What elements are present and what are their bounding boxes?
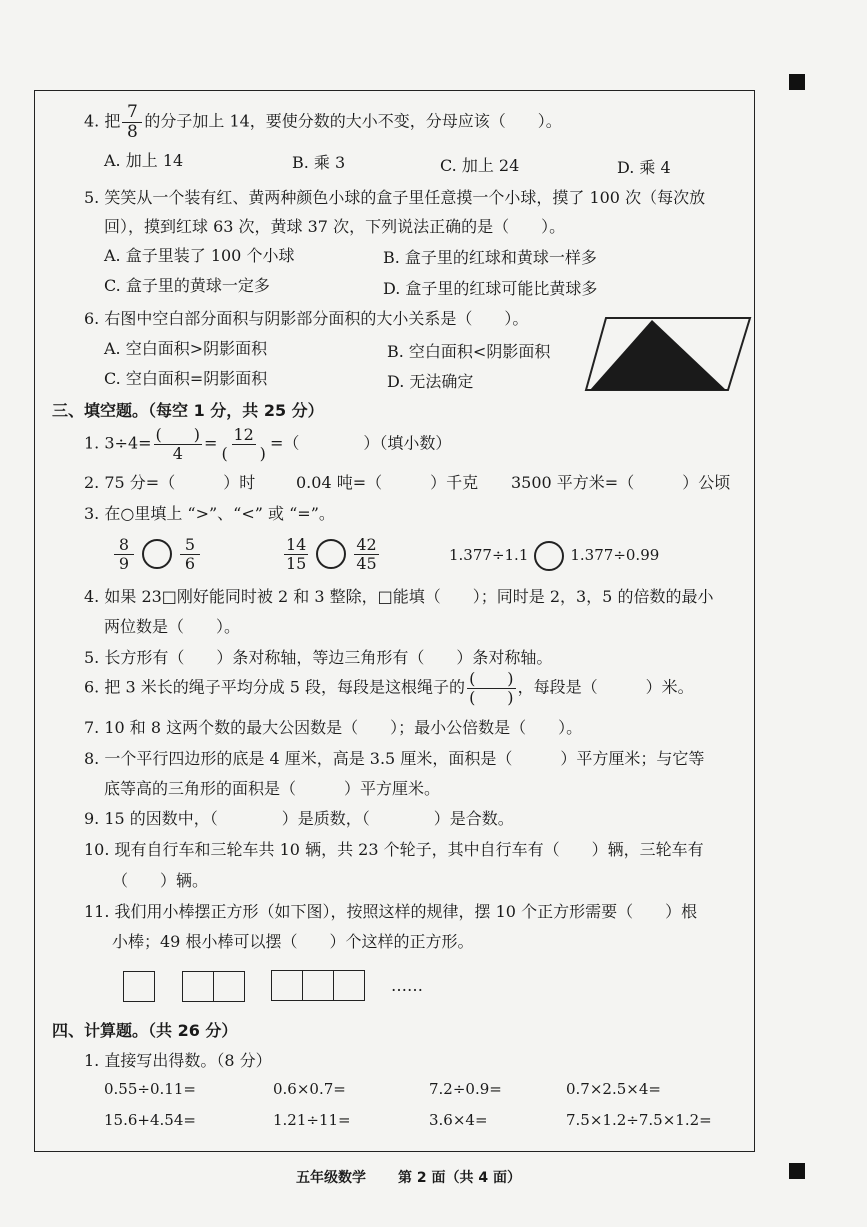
ellipsis: …… bbox=[391, 976, 423, 995]
footer-subject: 五年级数学 bbox=[296, 1170, 366, 1186]
square bbox=[302, 970, 334, 1001]
fill-4-line2: 两位数是（ ）。 bbox=[104, 617, 241, 636]
compare-circle[interactable] bbox=[534, 541, 564, 571]
option: D. 盒子里的红球可能比黄球多 bbox=[383, 279, 598, 298]
fill-10-line1: 10. 现有自行车和三轮车共 10 辆，共 23 个轮子，其中自行车有（ ）辆，三轮车有 bbox=[84, 840, 704, 859]
calc-item: 7.2÷0.9= bbox=[429, 1080, 502, 1098]
fraction: $\frac{8}{9}$ bbox=[114, 536, 134, 572]
compare-1 bbox=[112, 536, 202, 572]
calc-item: 1.21÷11= bbox=[273, 1111, 351, 1129]
fill-5: 5. 长方形有（ ）条对称轴，等边三角形有（ ）条对称轴。 bbox=[84, 648, 553, 667]
option: B. 盒子里的红球和黄球一样多 bbox=[383, 248, 597, 267]
fill-2c: 3500 平方米=（ ）公顷 bbox=[511, 473, 731, 492]
fill-8-line1: 8. 一个平行四边形的底是 4 厘米，高是 3.5 厘米，面积是（ ）平方厘米；与它等 bbox=[84, 749, 705, 768]
fraction: $\frac{( )}{4}$ bbox=[155, 425, 201, 463]
option: A. 盒子里装了 100 个小球 bbox=[104, 246, 295, 265]
compare-3: 1.377÷1.1 1.377÷0.99 bbox=[449, 541, 659, 571]
calc-item: 0.7×2.5×4= bbox=[566, 1080, 661, 1098]
square bbox=[123, 971, 155, 1002]
question-4: 4. 把 $\frac{7}{8}$ 的分子加上 14，要使分数的大小不变，分母应该（ ）。 bbox=[84, 102, 562, 142]
fraction: $\frac{7}{8}$ bbox=[122, 103, 142, 141]
registration-mark bbox=[789, 1163, 805, 1179]
footer-page: 第 2 面（共 4 面） bbox=[398, 1170, 521, 1186]
shaded-triangle bbox=[590, 320, 726, 390]
registration-mark bbox=[789, 74, 805, 90]
option: C. 加上 24 bbox=[440, 156, 520, 175]
section-title: 四、计算题。（共 26 分） bbox=[52, 1021, 238, 1040]
fill-3: 3. 在○里填上 “>”、“<” 或 “=”。 bbox=[84, 504, 335, 523]
question-5-line2: 回），摸到红球 63 次，黄球 37 次，下列说法正确的是（ ）。 bbox=[104, 217, 566, 236]
calc-1-stem: 1. 直接写出得数。（8 分） bbox=[84, 1051, 272, 1070]
question-6: 6. 右图中空白部分面积与阴影部分面积的大小关系是（ ）。 bbox=[84, 309, 529, 328]
square bbox=[213, 971, 245, 1002]
fill-9: 9. 15 的因数中，（ ）是质数，（ ）是合数。 bbox=[84, 809, 514, 828]
section-title: 三、填空题。（每空 1 分，共 25 分） bbox=[52, 401, 324, 420]
option: C. 空白面积=阴影面积 bbox=[104, 369, 268, 388]
option: A. 空白面积>阴影面积 bbox=[104, 339, 268, 358]
option: D. 乘 4 bbox=[617, 158, 671, 177]
question-5-line1: 5. 笑笑从一个装有红、黄两种颜色小球的盒子里任意摸一个小球，摸了 100 次（每次放 bbox=[84, 188, 706, 207]
fill-6: 6. 把 3 米长的绳子平均分成 5 段，每段是这根绳子的 $\frac{( )}{( )}$ ，每段是（ ）米。 bbox=[84, 669, 694, 707]
fill-8-line2: 底等高的三角形的面积是（ ）平方厘米。 bbox=[104, 779, 441, 798]
fraction: $\frac{14}{15}$ bbox=[286, 535, 307, 573]
fraction: $\frac{12}{( )}$ bbox=[221, 425, 266, 463]
fill-7: 7. 10 和 8 这两个数的最大公因数是（ ）；最小公倍数是（ ）。 bbox=[84, 718, 583, 737]
option: B. 空白面积<阴影面积 bbox=[387, 342, 551, 361]
option: B. 乘 3 bbox=[292, 153, 346, 172]
fill-10-line2: （ ）辆。 bbox=[112, 871, 209, 890]
fraction: $\frac{( )}{( )}$ bbox=[469, 669, 514, 707]
compare-2 bbox=[282, 536, 381, 572]
fill-4-line1: 4. 如果 23□刚好能同时被 2 和 3 整除，□能填（ ）；同时是 2，3，5 的倍数的最小 bbox=[84, 587, 714, 606]
calc-item: 0.6×0.7= bbox=[273, 1080, 346, 1098]
option: C. 盒子里的黄球一定多 bbox=[104, 276, 270, 295]
option: D. 无法确定 bbox=[387, 372, 474, 391]
compare-circle[interactable] bbox=[316, 539, 346, 569]
fill-11-line2: 小棒；49 根小棒可以摆（ ）个这样的正方形。 bbox=[112, 932, 474, 951]
calc-item: 15.6+4.54= bbox=[104, 1111, 196, 1129]
fraction: $\frac{42}{45}$ bbox=[356, 535, 377, 573]
compare-circle[interactable] bbox=[142, 539, 172, 569]
square bbox=[182, 971, 214, 1002]
calc-item: 7.5×1.2÷7.5×1.2= bbox=[566, 1111, 712, 1129]
option: A. 加上 14 bbox=[104, 151, 184, 170]
calc-item: 3.6×4= bbox=[429, 1111, 488, 1129]
parallelogram-figure bbox=[584, 314, 752, 394]
fill-2a: 2. 75 分=（ ）时 bbox=[84, 473, 256, 492]
fill-1: 1. 3÷4= $\frac{( )}{4}$ = $\frac{12}{( )}$ =（ ）（填小数） bbox=[84, 425, 452, 463]
square bbox=[333, 970, 365, 1001]
fraction: $\frac{5}{6}$ bbox=[180, 536, 200, 572]
fill-2b: 0.04 吨=（ ）千克 bbox=[296, 473, 479, 492]
square bbox=[271, 970, 303, 1001]
fill-11-line1: 11. 我们用小棒摆正方形（如下图），按照这样的规律，摆 10 个正方形需要（ ）根 bbox=[84, 902, 698, 921]
calc-item: 0.55÷0.11= bbox=[104, 1080, 196, 1098]
